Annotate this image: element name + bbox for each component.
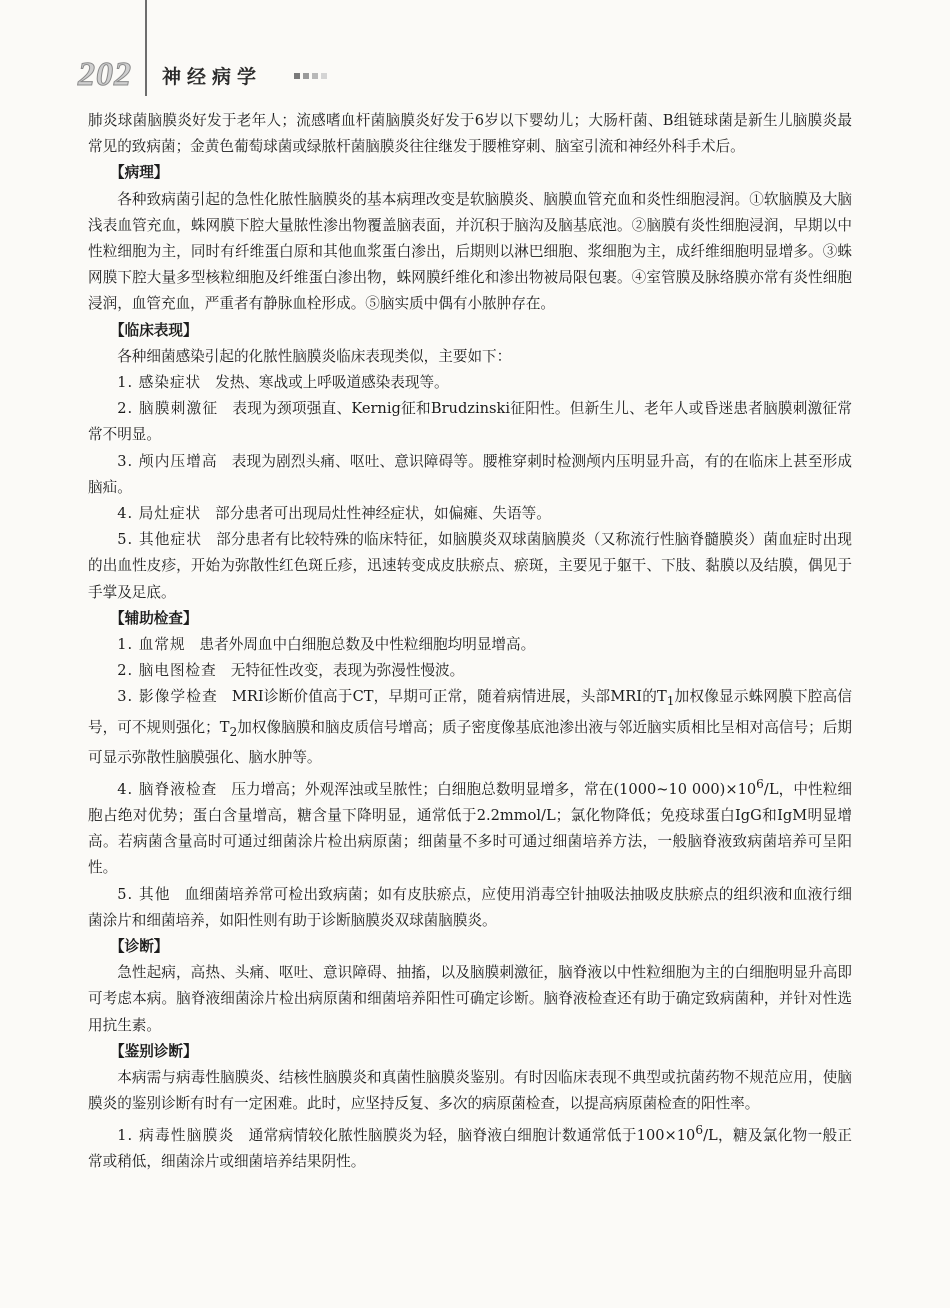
clinical-item-title: 4. 局灶症状 [117, 505, 202, 523]
auxiliary-item-title: 1. 血常规 [117, 636, 186, 654]
clinical-item-text: 表现为剧烈头痛、呕吐、意识障碍等。腰椎穿刺时检测颅内压明显升高，有的在临床上甚至形成脑疝。 [88, 452, 852, 496]
differential-item-title: 1. 病毒性脑膜炎 [117, 1127, 235, 1145]
auxiliary-item [88, 658, 852, 684]
superscript: 6 [695, 1123, 704, 1138]
auxiliary-item-title: 5. 其他 [117, 885, 171, 903]
page-number: 202 [78, 56, 132, 93]
clinical-item-title: 1. 感染症状 [117, 374, 202, 392]
auxiliary-item-text: 血细菌培养常可检出致病菌；如有皮肤瘀点，应使用消毒空针抽吸法抽吸皮肤瘀点的组织液和血液行细菌涂片和细菌培养，如阳性则有助于诊断脑膜炎双球菌脑膜炎。 [88, 885, 852, 929]
clinical-intro-paragraph: 各种细菌感染引起的化脓性脑膜炎临床表现类似，主要如下： [117, 347, 512, 365]
section-heading-diagnosis: 【诊断】 [110, 937, 169, 955]
auxiliary-item-text: 加权像显示蛛网膜下腔高信号，可不规则强化；T [88, 688, 852, 736]
auxiliary-item [88, 632, 852, 658]
clinical-item-title: 5. 其他症状 [117, 531, 203, 549]
auxiliary-item-title: 3. 影像学检查 [117, 688, 218, 706]
auxiliary-item-title: 2. 脑电图检查 [117, 662, 217, 680]
book-title: 神经病学 [162, 66, 263, 88]
section-heading-differential: 【鉴别诊断】 [110, 1042, 198, 1060]
auxiliary-item-text: 患者外周血中白细胞总数及中性粒细胞均明显增高。 [199, 636, 536, 654]
auxiliary-item-text: 无特征性改变，表现为弥漫性慢波。 [230, 662, 465, 680]
auxiliary-item-text: /L，中性粒细胞占绝对优势；蛋白含量增高，糖含量下降明显，通常低于2.2mmol/L；氯化物降低；免疫球蛋白IgG和IgM明显增高。若病菌含量高时可通过细菌涂片检出病原菌；细菌量不多时可通过细菌培养方法，一般脑脊液致病菌培养可呈阳性。 [88, 780, 852, 877]
page-body [88, 108, 852, 1176]
clinical-item-text: 部分患者有比较特殊的临床特征，如脑膜炎双球菌脑膜炎（又称流行性脑脊髓膜炎）菌血症时出现的出血性皮疹，开始为弥散性红色斑丘疹，迅速转变成皮肤瘀点、瘀斑，主要见于躯干、下肢、黏膜以及结膜，偶见于手掌及足底。 [88, 531, 852, 601]
auxiliary-item-text: MRI诊断价值高于CT，早期可正常，随着病情进展，头部MRI的T [231, 688, 667, 706]
page-header [0, 0, 950, 110]
auxiliary-item-text: 压力增高；外观浑浊或呈脓性；白细胞总数明显增多，常在(1000~10 000)×10 [231, 780, 757, 798]
auxiliary-item [88, 684, 852, 770]
diagnosis-paragraph: 急性起病，高热、头痛、呕吐、意识障碍、抽搐，以及脑膜刺激征，脑脊液以中性粒细胞为主的白细胞明显升高即可考虑本病。脑脊液细菌涂片检出病原菌和细菌培养阳性可确定诊断。脑脊液检查还有助于确定致病菌种，并针对性选用抗生素。 [88, 964, 852, 1034]
differential-item-text: 通常病情较化脓性脑膜炎为轻，脑脊液白细胞计数通常低于100×10 [248, 1127, 696, 1145]
auxiliary-item [88, 771, 852, 882]
clinical-item-text: 表现为颈项强直、Kernig征和Brudzinski征阳性。但新生儿、老年人或昏迷患者脑膜刺激征常常不明显。 [88, 400, 852, 444]
clinical-item-title: 2. 脑膜刺激征 [117, 400, 219, 418]
differential-item [88, 1117, 852, 1175]
subscript: 2 [229, 724, 238, 739]
section-heading-clinical: 【临床表现】 [110, 321, 198, 339]
subscript: 1 [666, 694, 675, 709]
header-divider [145, 0, 147, 96]
clinical-item [88, 527, 852, 606]
clinical-item-text: 发热、寒战或上呼吸道感染表现等。 [215, 374, 449, 392]
differential-item-text: /L，糖及氯化物一般正常或稍低，细菌涂片或细菌培养结果阴性。 [88, 1127, 853, 1171]
clinical-item [88, 501, 852, 527]
auxiliary-item-text: 加权像脑膜和脑皮质信号增高；质子密度像基底池渗出液与邻近脑实质相比呈相对高信号；后期可显示弥散性脑膜强化、脑水肿等。 [88, 718, 852, 766]
differential-paragraph: 本病需与病毒性脑膜炎、结核性脑膜炎和真菌性脑膜炎鉴别。有时因临床表现不典型或抗菌药物不规范应用，使脑膜炎的鉴别诊断有时有一定困难。此时，应坚持反复、多次的病原菌检查，以提高病原菌检查的阳性率。 [88, 1068, 852, 1113]
header-decoration [294, 73, 327, 79]
intro-paragraph: 肺炎球菌脑膜炎好发于老年人；流感嗜血杆菌脑膜炎好发于6岁以下婴幼儿；大肠杆菌、B组链球菌是新生儿脑膜炎最常见的致病菌；金黄色葡萄球菌或绿脓杆菌脑膜炎往往继发于腰椎穿刺、脑室引流和神经外科手术后。 [88, 112, 852, 156]
auxiliary-item [88, 882, 852, 934]
clinical-item [88, 449, 852, 501]
section-heading-auxiliary: 【辅助检查】 [110, 609, 198, 627]
superscript: 6 [756, 776, 764, 791]
clinical-item [88, 370, 852, 396]
auxiliary-item-title: 4. 脑脊液检查 [117, 780, 218, 798]
clinical-item-title: 3. 颅内压增高 [117, 452, 218, 470]
pathology-paragraph: 各种致病菌引起的急性化脓性脑膜炎的基本病理改变是软脑膜炎、脑膜血管充血和炎性细胞浸润。①软脑膜及大脑浅表血管充血，蛛网膜下腔大量脓性渗出物覆盖脑表面，并沉积于脑沟及脑基底池。②脑膜有炎性细胞浸润，早期以中性粒细胞为主，同时有纤维蛋白原和其他血浆蛋白渗出，后期则以淋巴细胞、浆细胞为主，成纤维细胞明显增多。③蛛网膜下腔大量多型核粒细胞及纤维蛋白渗出物，蛛网膜纤维化和渗出物被局限包裹。④室管膜及脉络膜亦常有炎性细胞浸润，血管充血，严重者有静脉血栓形成。⑤脑实质中偶有小脓肿存在。 [88, 190, 852, 313]
section-heading-pathology: 【病理】 [110, 164, 169, 182]
clinical-item-text: 部分患者可出现局灶性神经症状，如偏瘫、失语等。 [215, 505, 551, 523]
clinical-item [88, 396, 852, 448]
